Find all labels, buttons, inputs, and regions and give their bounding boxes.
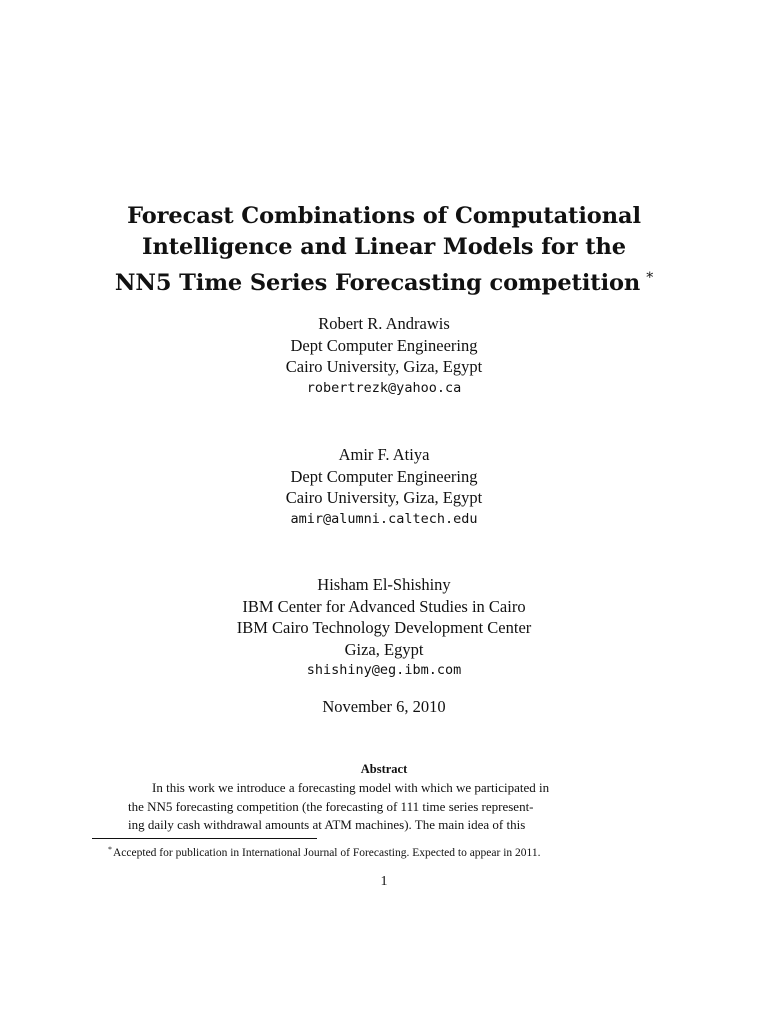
author-email: shishiny@eg.ibm.com bbox=[306, 662, 462, 678]
author-affiliation: Cairo University, Giza, Egypt bbox=[285, 488, 483, 507]
title-line: Forecast Combinations of Computational bbox=[127, 203, 641, 229]
title-line-text: NN5 Time Series Forecasting competition bbox=[114, 270, 641, 296]
title-line: Intelligence and Linear Models for the bbox=[142, 234, 626, 260]
abstract-line: In this work we introduce a forecasting model with which we participated in bbox=[152, 780, 550, 795]
author-block bbox=[84, 574, 684, 682]
author-block bbox=[84, 444, 684, 530]
abstract-heading: Abstract bbox=[360, 762, 408, 776]
page-number: 1 bbox=[380, 874, 388, 889]
author-email: robertrezk@yahoo.ca bbox=[306, 379, 462, 396]
title-footnote-mark: * bbox=[646, 270, 654, 286]
footnote-rule bbox=[92, 838, 317, 839]
abstract-body bbox=[128, 779, 638, 835]
author-affiliation: Dept Computer Engineering bbox=[290, 466, 478, 486]
footnote-text: Accepted for publication in International Journal of Forecasting. Expected to appear in 2011. bbox=[113, 847, 541, 859]
author-name: Robert R. Andrawis bbox=[318, 314, 450, 333]
title-line bbox=[60, 263, 708, 299]
author-name: Hisham El-Shishiny bbox=[317, 575, 451, 594]
paper-date: November 6, 2010 bbox=[322, 697, 446, 716]
author-affiliation: IBM Cairo Technology Development Center bbox=[236, 618, 532, 637]
author-block bbox=[84, 313, 684, 399]
author-affiliation: Dept Computer Engineering bbox=[290, 335, 478, 355]
abstract-line: the NN5 forecasting competition (the forecasting of 111 time series represent- bbox=[128, 798, 534, 814]
footnote bbox=[108, 842, 708, 861]
author-email: amir@alumni.caltech.edu bbox=[290, 510, 478, 527]
footnote-mark: * bbox=[108, 845, 112, 854]
author-name: Amir F. Atiya bbox=[338, 445, 430, 464]
paper-title bbox=[60, 201, 708, 299]
author-affiliation: Cairo University, Giza, Egypt bbox=[285, 357, 483, 376]
author-affiliation: Giza, Egypt bbox=[344, 639, 424, 659]
abstract-line: ing daily cash withdrawal amounts at ATM machines). The main idea of this bbox=[128, 817, 526, 832]
author-affiliation: IBM Center for Advanced Studies in Cairo bbox=[242, 596, 526, 616]
